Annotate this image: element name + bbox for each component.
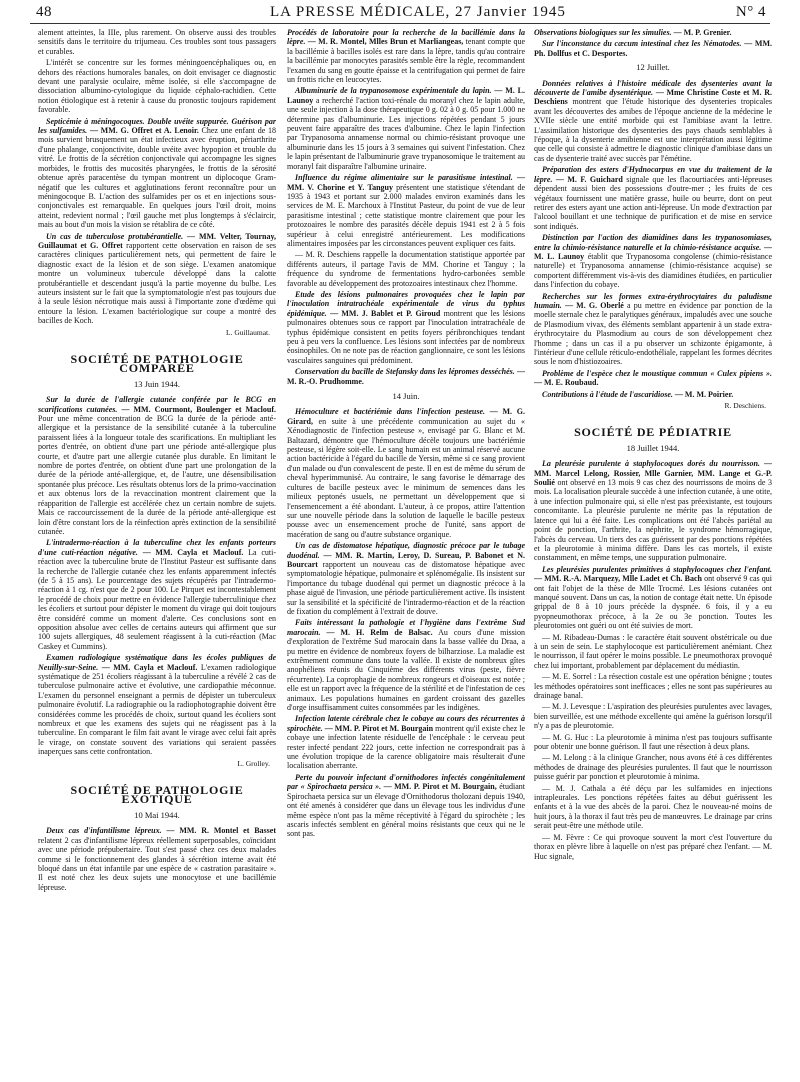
section-date: 14 Juin. (392, 391, 420, 402)
article-title: Etude des lésions pulmonaires provoquées chez le lapin par l'inoculation intratrachéale expérimentale de virus du typhus épidémique. (287, 289, 525, 318)
article-authors: — Mme Christine Coste et M. R. Deschiens (534, 88, 772, 107)
article (287, 618, 525, 712)
article-authors: — MM. P. Pirot et M. Bourgain (324, 723, 434, 733)
article-authors: — MM. P. Pirot et M. Bourgain, (383, 782, 497, 792)
article-body: a recherché l'action toxi-rénale du moranyl chez le lapin adulte, une seule injection à la dose thérapeutique 0 g. 02 à 0 g. 05 pour 1.000 ne détermine pas d'albuminurie. Les injections répétées pendant 5 jours peuvent faire apparaître des traces d'albumine. Chez le lapin l'infection par Trypanosoma annamense normal ou chimio-résistant provoque une albuminurie dans les 15 jours à 3 semaines qui suivent l'infestation. Chez le lapin présentant de l'albuminurie grave trypanosomique le traitement au moranyl fait disparaître l'albumine urinaire. (287, 95, 525, 171)
article (287, 28, 525, 84)
article-title: Hémoculture et bactériémie dans l'infection pesteuse. (295, 407, 486, 417)
article-title: Contributions à l'étude de l'ascaridiose. (542, 389, 673, 399)
article-authors: — MM. R.-A. Marquezy, Mlle Ladet et Ch. Bach (534, 574, 702, 584)
article-authors: — MM. R. Montel et Basset (166, 826, 276, 836)
article-authors: — MM. J. Bablet et P. Giroud (330, 308, 441, 318)
article-authors: — MM. R. Martin, Leroy, D. Sureau, P. Babonet et N. Bourcart (287, 550, 525, 569)
article (287, 290, 525, 365)
article-body: relatent 2 cas d'infantilisme lépreux réellement superposables, coïncidant avec une période prépubertaire. Tout s'est passé chez ces deux malades comme si le fonctionnement des glandes à sécrétion interne avait été bloqué dans un état infantile par une espèce de « castration parasitaire ». Il est noté chez les deux sujets une monocytose et une bacillémie lépreuse. (38, 835, 276, 892)
article-authors: — MM. Cayla et Maclouf. (101, 662, 198, 672)
issue-number: N° 4 (735, 4, 766, 20)
article-body: en suite à une précédente communication au sujet du « Xénodiagnostic de l'infection pesteuse », envisagé par G. Blanc et M. Baltazard, démontre que l'hémoculture décèle toujours une bactériémie pesteuse, si légère soit-elle. Le sang humain est un animal réservé aucune action bactéricide à l'égard du bacille de Yersin, même si ce sang provient d'un malade ou d'un convalescent de peste. Il en est de même du sérum de cheval hyperimmunisé. Au contraire, le sang favorise le démarrage des cultures de bacille pesteux avec le minimum de semences dans les milieux peptonés usuels, ne permettant un développement que si l'ensemencement a été abondant. L'auteur, à ce propos, attire l'attention sur une nouvelle période dans la solution de laquelle le bacille pesteux pousse avec un ensemencement proche de l'unité, sans apport de macération de sang ou d'autre substance organique. (287, 416, 525, 539)
article-authors: — M. R. Montel, Mlles Brun et Marliangeas, (307, 37, 464, 47)
article-authors: — M. M. Poirier. (674, 389, 734, 399)
article-body: signale que les flacourtiacées anti-lépreuses dépendent aussi bien des possessions d'outre-mer ; les fruits de ces végétaux fournissent une matière grasse, huile ou beurre, dont on peut retirer des esters ayant une action anti-lépreuse. Un mode d'extraction par l'alcool bouillant et une technique de purification et de mise en service sont indiqués. (534, 174, 772, 231)
article (534, 369, 772, 388)
article-authors: — MM. Ph. Dollfus et C. Desportes. (534, 39, 772, 58)
article (534, 459, 772, 562)
article-body: rapportent un nouveau cas de distomatose hépatique avec symptomatologie hépatique, pulmonaire et splénomégalie. Ils insistent sur l'importance du tubage duodénal qui permet un diagnostic précoce à la phase aiguë de l'invasion, une période particulièrement active. Ils insistent sur la sensibilité et la spécificité de l'intradermo-réaction et de la réaction de fixation du complément à l'extrait de douve. (287, 559, 525, 616)
article-title: Préparation des esters d'Hydnocarpus en vue du traitement de la lèpre. (534, 165, 772, 184)
article-authors: — M. L. Launoy (287, 86, 525, 105)
paragraph: — M. J. Levesque : L'aspiration des pleurésies purulentes avec lavages, bien surveillée, est une méthode excellente qui amène la guérison lorsqu'il n'y a pas de pleurotomie. (534, 702, 772, 731)
article-authors: — M. G. Oberlé (564, 300, 624, 310)
article-title: Les pleurésies purulentes primitives à staphylocoques chez l'enfant. (542, 564, 772, 574)
article-title: Faits intéressant la pathologie et l'hygiène dans l'extrême Sud marocain. (287, 618, 525, 637)
article-title: Problème de l'espèce chez le moustique commun « Culex pipiens ». (542, 368, 772, 378)
article-body: a pu mettre en évidence par ponction de la moelle sternale chez le paralytiques généraux, impaludés avec une souche de Plasmodium vivax, des éléments semblant appartenir à un stade extra-érythrocytaire du Plasmodium au cours de son développement chez l'homme ; dans un cas il a pu observer un schizonte épigamonte, à l'intérieur d'une cellule réticulo-endothéliale, rappelant les formes décrites sous le nom d'histiozoaires. (534, 300, 772, 367)
article-authors: — MM. Velter, Tournay, Guillaumat et G. Offret (38, 231, 276, 250)
article (38, 117, 276, 230)
article-title: Conservation du bacille de Stefansky dans les lépromes desséchés. (295, 367, 515, 377)
article-body: La cuti-réaction avec la tuberculine brute de l'Institut Pasteur est suffisante dans la recherche de l'allergie cutanée chez les enfants apparemment infectés (de 5 à 15 ans). Le pourcentage des sujets récupérés par l'intradermo-réaction à 1 cg. n'est que de 2 pour 100. Le Pirquet est incontestablement le procédé de choix pour mettre en évidence l'allergie tuberculinique chez les écoliers et surtout pour dépister le moment du virage qui doit toujours être considéré comme un moment d'alerte. Ces conclusions sont en opposition absolue avec celles de certains auteurs qui affirment que sur 100 sujets allergiques, 48 seulement réagissent à la cuti-réaction (Mac Caskey et Cummins). (38, 547, 276, 651)
article (534, 390, 772, 399)
article-title: Septicémie à méningocoques. Double uvéite suppurée. Guérison par les sulfamides. (38, 116, 276, 136)
article (38, 395, 276, 536)
article-title: Un cas de tuberculose protubérantielle. (46, 231, 184, 241)
article-body: Au cours d'une mission d'exploration de l'extrême Sud marocain dans la basse vallée du Draa, a pu mettre en évidence de nombreux foyers de bilharziose. La maladie est extrêmement commune dans toute la vallée. Il existe de nombreux gîtes anophéliens réunis du Cinquième des différents virus (peste, fièvre récurrente). La coprophagie de nombreux rongeurs et d'oiseaux est notée ; elle est un rapport avec la fréquence de la stérilité et de l'infestation de ces animaux. Les populations humaines en gardent croissant des gazelles d'orge insuffisamment cuites consommées par les indigènes. (287, 627, 525, 713)
article-body: tenant compte que la bacillémie à bacilles isolés est rare dans la lèpre, tandis qu'au contraire la bacillémie par monocytes parasités semble être la règle, recommandent l'examen du sang en goutte épaisse et la centrifugation qui permet de faire un frottis riche en leucocytes. (287, 37, 525, 85)
article-authors: — MM. Courmont, Boulenger et Maclouf. (121, 404, 276, 414)
paragraph: L'intérêt se concentre sur les formes méningoencéphaliques ou, en dehors des réactions humorales banales, on doit envisager ce diagnostic devant une paralysie oculaire, même isolée, si elle s'accompagne de dissociation albumino-cytologique du liquide céphalo-rachidien. Cette notion étiologique est à retenir à cause du pronostic toujours rapidement favorable. (38, 58, 276, 115)
article-title: Perte du pouvoir infectant d'ornithodores infectés congénitalement par « Spirochaeta persica ». (287, 772, 525, 792)
paragraph: — M. Fèvre : Ce qui provoque souvent la mort c'est l'ouverture du thorax en plèvre libre à laquelle on n'est pas préparé chez l'enfant. — M. Huc signale, (534, 832, 772, 861)
article-title: Infection latente cérébrale chez le cobaye au cours des récurrentes à spirochète. (287, 714, 525, 733)
article-authors: — M. F. Guichard (555, 174, 623, 184)
header-rule (30, 23, 770, 24)
article (534, 39, 772, 58)
article-body: L'examen radiologique systématique de 251 écoliers réagissant à la tuberculine a révélé 2 cas de tuberculose pulmonaire active et évolutive, une cardiopathie méconnue. L'examen du personnel enseignant a permis de dépister un tuberculeux pulmonaire évolutif. La radiographie ou la radiophotographie doivent être considérées comme les procédés de choix, surtout quand les écoliers sont nombreux et que les examens des sujets qui ne réagissent pas à la tuberculine. En comparant le film fait avant le virage avec celui fait après le virage, on constate souvent des variations qui seraient passées inaperçues sans cette confrontation. (38, 662, 276, 757)
article-title: La pleurésie purulente à staphylocoques dorés du nourrisson. (542, 459, 760, 469)
article-authors: — M. E. Roubaud. (534, 378, 599, 388)
article-authors: — M. L. Launoy (534, 242, 772, 261)
article (534, 165, 772, 231)
article-authors: — MM. G. Offret et A. Lenoir. (89, 126, 199, 136)
page-header (30, 4, 770, 24)
article-title: L'intradermo-réaction à la tuberculine chez les enfants porteurs d'une cuti-réaction négative. (38, 538, 276, 557)
article (534, 565, 772, 631)
article-body: étudiant Spirochaeta persica sur un élevage d'Ornithodorus tholozani depuis 1940, ont été amenés à considérer que dans un élevage tous les individus d'une même espèce n'ont pas la même réceptivité à l'égard du spirochète ; les ascaris infectés semblent en général moins résistants que ceux qui ne le sont pas. (287, 782, 525, 839)
article-body: établit que Trypanosoma congolense (chimio-résistance naturelle) et Trypanosoma annamense (chimio-résistance acquise) se comportent différemment vis-à-vis des diamidines étudiées, en particulier dans l'infection du cobaye. (534, 251, 772, 290)
article (287, 773, 525, 839)
article-authors: — M. R.-O. Prudhomme. (287, 367, 525, 386)
article-title: Sur l'inconstance du cæcum intestinal chez les Nématodes. (542, 39, 742, 49)
column-3 (534, 28, 772, 1068)
article-body: ont observé en 13 mois 9 cas chez des nourrissons de moins de 3 mois. La localisation pleurale succède à une infection cutanée, à une otite, à une infection pulmonaire qui, si elle n'est pas préexistante, est toujours concomitante. La pleurésie purulente ne mérite pas la réputation de latence qui lui a été faite. Les complications ont été l'abcès pariétal au point de ponction, l'arthrite, la néphrite, le syndrome hémorragique, l'abcès du cerveau. Un tiers des cas guérissent par des ponctions répétées et la pleurotomie à minima diffère. Dans les cas mortels, il existe constamment, en même temps, une suppuration pulmonaire. (534, 478, 772, 563)
journal-title: LA PRESSE MÉDICALE, 27 Janvier 1945 (270, 4, 566, 20)
paragraph: — M. G. Huc : La pleurotomie à minima n'est pas toujours suffisante pour obtenir une bonne guérison. Il faut une résection à deux plans. (534, 732, 772, 752)
article (38, 653, 276, 756)
article-body: rapportent cette observation en raison de ses caractères cliniques particulièrement nets, qui permettent de faire le diagnostic exact de la lésion et de son siège. L'examen anatomique montre un volumineux tubercule développé dans la calotte protubérantielle et descendant jusqu'à la partie moyenne du bulbe. Les auteurs insistent sur le fait que la symptomatologie n'est pas toujours due à la seule lésion nécrotique mais aussi à l'importante zone d'œdème qui entoure la lésion. L'examen bactériologique sur coupe a montré des bacilles de Koch. (38, 240, 276, 326)
article (287, 714, 525, 770)
article-title: Distinction par l'action des diamidines dans les trypanosomiases, entre la chimio-résistance naturelle et la chimio-résistance acquise. (534, 233, 772, 252)
article-body: ont observé 9 cas qui ont fait l'objet de la thèse de Mlle Trocmé. Les lésions cutanées ont manqué souvent. Dans un cas, la notion de contage était nette. Un épisode grippal de 8 à 10 jours précède la dyspnée. 6 fois, il y a eu pyopneumothorax précoce, à la 2e ou 3e ponction. Toutes les pleurotomies ont guéri ou ont été suivies de mort. (534, 574, 772, 631)
column-2 (287, 28, 525, 1068)
article (38, 826, 276, 892)
article (287, 173, 525, 248)
article (534, 79, 772, 164)
article-body: Chez une enfant de 18 mois survient brusquement un état infectieux avec éruption, périarthrite d'une phalange, conjonctivite, double uvéite avec hypopion et trouble du vitré. Le frottis de la sécrétion conjonctivale qui accompagne les signes morbides, le frottis des mucosités pharyngées, le frottis de la sérosité obtenue après paracentèse du tympan montrent un diplocoque Gram-négatif que les cultures et agglutinations feront reconnaître pour un méningocoque B. L'action des sulfamides per os et en injections sous-conjonctivales est remarquable. En quelques jours l'œil droit, moins atteint, redevient normal ; l'œil gauche met plus longtemps à s'éclaircir, mais au bout d'un mois la vision se rétablira de ce côté. (38, 126, 276, 230)
article-authors: — M. H. Relm de Balsac. (326, 627, 433, 637)
signature: L. Grolley. (237, 758, 270, 768)
article-body: montrent que l'étude historique des dysenteries tropicales avant les découvertes des amibes de l'époque ancienne de la médecine le XVIIe siècle une entité morbide qui est l'amibiase avant la lettre. L'assimilation historique des dysenteries des pays chauds semblables à l'époque, à la dysenterie amibienne est une interprétation aussi légitime que celle qui consiste à admettre le diagnostic clinique d'amibiase dans un cas de dysenterie traité avec succès par l'émétine. (534, 97, 772, 163)
section-date: 10 Mai 1944. (134, 809, 180, 820)
article-title: Observations biologiques sur les simulies. (534, 28, 672, 37)
article (534, 292, 772, 367)
section-heading: SOCIÉTÉ DE PATHOLOGIE EXOTIQUE (70, 783, 244, 807)
article (534, 233, 772, 289)
article-body: montrent qu'il existe chez le cobaye une infection latente résiduelle de l'encéphale : le cerveau peut rester infecté pendant 222 jours, cette infection ne correspondrait pas à une évolution tropique de la carence obligatoire mais résulterait d'une localisation aberrante. (287, 723, 525, 771)
article-authors: — M. P. Grenier. (673, 28, 732, 37)
article-body: présentent une statistique s'étendant de 1935 à 1943 et portant sur 2.000 malades environ examinés dans les services de M. E. Marchoux à l'Institut Pasteur, du point de vue de leur parasitisme intestinal ; cette statistique montre clairement que pour les protozoaires le nombre des parasités décèle depuis 1941 est 2 à 5 fois supérieur à celui enregistré antérieurement. Les modifications alimentaires imposées par les circonstances peuvent expliquer ces faits. (287, 182, 525, 248)
article-authors: — MM. Cayla et Maclouf. (142, 547, 244, 557)
paragraph: — M. Ribadeau-Dumas : le caractère était souvent obstétricale ou due à un sein de sein. Le staphylocoque est particulièrement anémiant. Chez le nourrisson, il faut opérer le moins possible. Le pneumothorax provoqué chez lui important, probablement par déplacement du médiastin. (534, 632, 772, 670)
paragraph: — M. E. Sorrel : La résection costale est une opération bénigne ; toutes les méthodes opératoires sont inefficaces ; elles ne sont pas supérieures au drainage banal. (534, 672, 772, 700)
signature: R. Deschiens. (724, 401, 766, 411)
article-body: Pour une même concentration de BCG la durée de la période anté-allergique et la persistance de la sensibilité cutanée à la tuberculine paraissent liées à la longueur totale des scarifications. En multipliant les portes d'entrée, on obtient d'une part une période anté-allergique plus courte, et d'autre part une allergie cutanée plus durable. En limitant le nombre de portes d'entrée, on obtient d'une part une prolongation de la durée de la période anté-allergique, et, de l'autre, une désensibilisation spontanée plus précoce. Les résultats obtenus lors de la primo-vaccination et aux obtenus lors de la revaccination montrent clairement que la réapparition de l'allergie est accélérée chez un certain nombre de sujets. Mais ce raccourcissement de la durée de la période anté-allergique est loin d'être constant lors de la réinfection après extinction de la sensibilité cutanée. (38, 414, 276, 536)
signature: L. Guillaumat. (226, 327, 270, 337)
section-date: 18 Juillet 1944. (626, 442, 680, 453)
paragraph: — M. J. Cathala a été déçu par les sulfamides en injections intrapleurales. Les ponctions répétées faites au début guérissent les enfants et à la vue des abcès de la paroi. Chez le nouveau-né moins de huit jours, à la thorax il faut très peu de manœuvres. Le drainage par crins serait peut-être une méthode utile. (534, 783, 772, 831)
article (534, 28, 772, 37)
article-title: Albuminurie de la trypanosomose expérimentale du lapin. (295, 86, 492, 96)
article (38, 538, 276, 651)
article-title: Un cas de distomatose hépatique, diagnostic précoce par le tubage duodénal. (287, 541, 525, 560)
paragraph: — M. Lelong : à la clinique Grancher, nous avons été à ces différentes méthodes de drainage des pleurésies purulentes. Il faut que le nourrisson puisse guérir par ponction et pleurotomie à minima. (534, 753, 772, 782)
paragraph: — M. R. Deschiens rappelle la documentation statistique apportée par différents auteurs, il partage l'avis de MM. Chorine et Tanguy ; la fréquence du syndrome de fermentations hydro-carbonées semble favorable au développement des protozoaires intestinaux chez l'homme. (287, 250, 525, 288)
article-title: Données relatives à l'histoire médicale des dysenteries avant la découverte de l'amibe dysentérique. (534, 78, 772, 98)
section-heading: SOCIÉTÉ DE PÉDIATRIE (574, 425, 732, 440)
section-date: 12 Juillet. (636, 62, 670, 73)
article (287, 407, 525, 539)
section-heading: SOCIÉTÉ DE PATHOLOGIE COMPARÉE (70, 352, 244, 376)
article-title: Recherches sur les formes extra-érythrocytaires du paludisme humain. (534, 291, 772, 310)
article-authors: — M. G. Girard, (287, 407, 525, 426)
article-authors: — MM. V. Chorine et Y. Tanguy (287, 173, 525, 192)
article-body: montrent que les lésions pulmonaires obtenues sous ce rapport par l'inoculation intratrachéale de typhus épidémique consistent en petits foyers péribronchiques tendant peu à peu vers la confluence. Les lésions sont infectées par de nombreux éosinophiles. On ne note pas de réaction ganglionnaire, ce sont les lésions vasculaires sanguines qui prédominent. (287, 308, 525, 365)
article (287, 541, 525, 616)
article (38, 232, 276, 326)
article-title: Procédés de laboratoire pour la recherche de la bacillémie dans la lèpre. (287, 28, 525, 47)
column-1 (38, 28, 276, 1068)
article (287, 86, 525, 171)
page-number: 48 (36, 4, 52, 20)
section-date: 13 Juin 1944. (133, 378, 181, 389)
article-title: Deux cas d'infantilisme lépreux. (46, 826, 162, 836)
article-title: Influence du régime alimentaire sur le parasitisme intestinal. (295, 173, 513, 183)
article-title: Examen radiologique systématique dans les écoles publiques de Neuilly-sur-Seine. (38, 653, 276, 672)
paragraph: alement atteintes, la IIIe, plus rarement. On observe aussi des troubles sensitifs dans le territoire du trijumeau. Ces troubles sont tous passagers et curables. (38, 28, 276, 56)
article-authors: — MM. Marcel Lelong, Rossier, Mlle Garnier, MM. Lange et G.-P. Soulié (534, 459, 772, 488)
article-title: Sur la durée de l'allergie cutanée conférée par le BCG en scarifications cutanées. (38, 395, 276, 414)
article (287, 367, 525, 386)
